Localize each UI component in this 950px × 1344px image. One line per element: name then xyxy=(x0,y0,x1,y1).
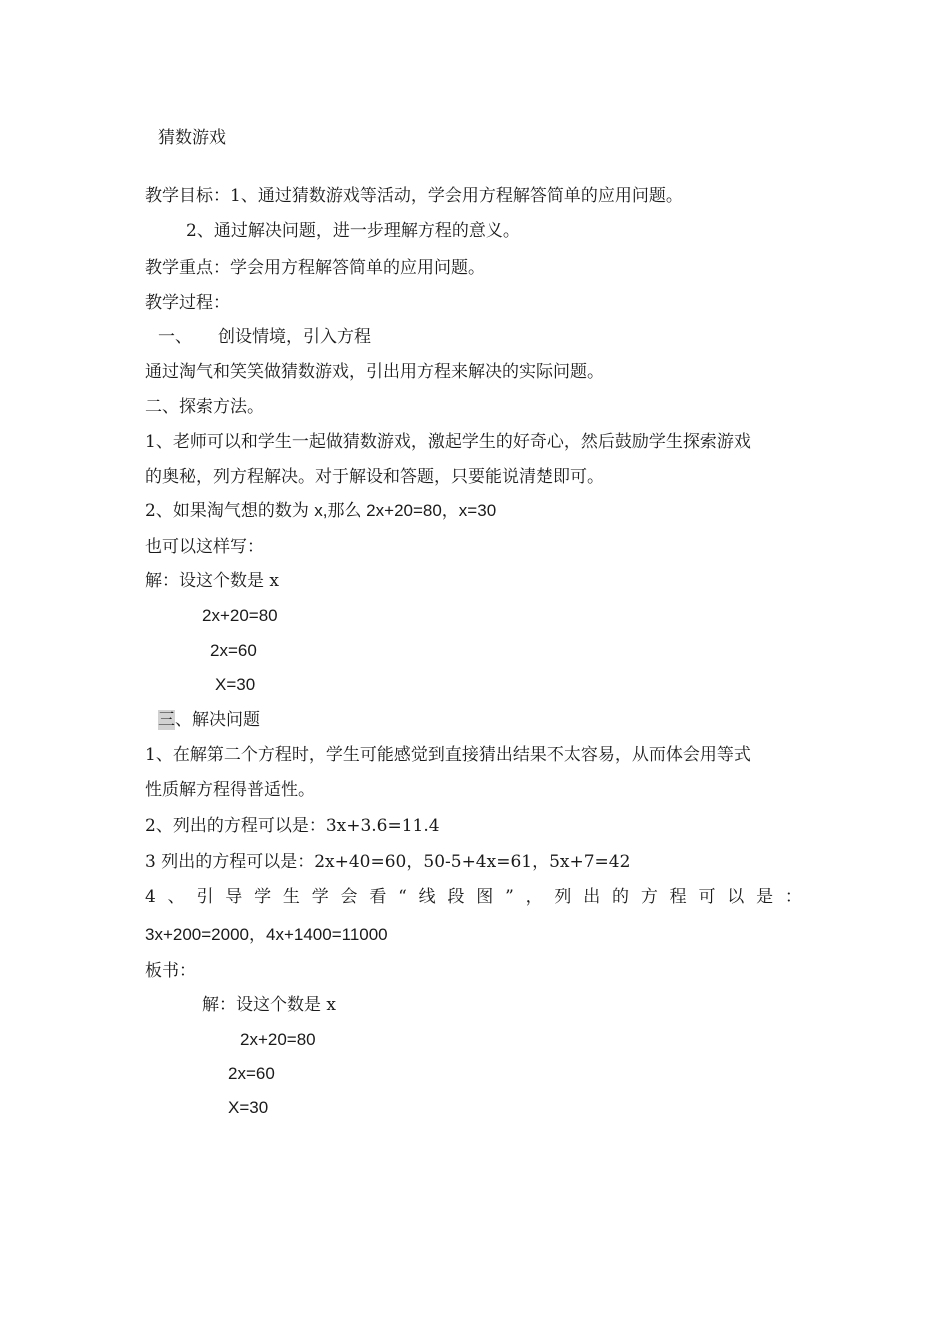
section-3-p4-char: 、 xyxy=(167,887,185,907)
board-equation-3: X=30 xyxy=(228,1098,269,1117)
section-1-title: 创设情境，引入方程 xyxy=(218,327,371,347)
section-3-p4-char: 图 xyxy=(476,887,494,907)
section-3-title: 、解决问题 xyxy=(175,710,260,730)
section-3-p4-char: 出 xyxy=(583,887,601,907)
section-3-p2: 2、列出的方程可以是：3x+3.6=11.4 xyxy=(145,816,440,836)
section-2-equation-1: 2x+20=80 xyxy=(202,606,278,625)
section-3-p3: 3 列出的方程可以是：2x+40=60，50-5+4x=61，5x+7=42 xyxy=(145,852,631,872)
section-3-p4-char: 导 xyxy=(225,887,243,907)
section-3-p1-line2: 性质解方程得普适性。 xyxy=(145,780,315,800)
objectives-line-1 xyxy=(145,184,683,208)
section-2-p1-line1: 1、老师可以和学生一起做猜数游戏，激起学生的好奇心，然后鼓励学生探索游戏 xyxy=(145,432,751,452)
objective-2: 2、通过解决问题，进一步理解方程的意义。 xyxy=(186,221,520,241)
board-label: 板书： xyxy=(145,961,196,981)
section-3-p4-char: 会 xyxy=(340,887,358,907)
section-3-number: 三 xyxy=(158,710,175,730)
process-label: 教学过程： xyxy=(145,293,230,313)
section-3-p4-char: 以 xyxy=(727,887,745,907)
section-1-heading xyxy=(158,325,371,349)
section-3-heading xyxy=(158,708,260,732)
objectives-label: 教学目标： xyxy=(145,186,230,206)
section-3-p4-char: 学 xyxy=(254,887,272,907)
section-3-p4-char: 是 xyxy=(756,887,774,907)
section-3-p4-char: 列 xyxy=(554,887,572,907)
section-3-p4-char: 可 xyxy=(698,887,716,907)
section-2-heading: 二、探索方法。 xyxy=(145,397,264,417)
section-3-p4-char: 生 xyxy=(282,887,300,907)
section-2-p2-prefix: 2、如果淘气想的数为 xyxy=(145,501,315,521)
section-3-p4-char: 程 xyxy=(669,887,687,907)
section-1-body: 通过淘气和笑笑做猜数游戏，引出用方程来解决的实际问题。 xyxy=(145,362,604,382)
section-2-p2-equation: x,那么 2x+20=80，x=30 xyxy=(314,501,497,520)
section-3-p4-char: 看 xyxy=(369,887,387,907)
section-3-p4-char: 段 xyxy=(447,887,465,907)
section-3-p4-char: 学 xyxy=(311,887,329,907)
section-2-equation-3: X=30 xyxy=(215,675,256,694)
teaching-focus: 教学重点：学会用方程解答简单的应用问题。 xyxy=(145,258,485,278)
section-2-p2 xyxy=(145,499,496,523)
section-2-solve-label: 解：设这个数是 x xyxy=(145,571,279,591)
section-3-p4-char: 引 xyxy=(196,887,214,907)
doc-title: 猜数游戏 xyxy=(158,128,226,148)
section-3-p4-char: ： xyxy=(784,887,802,907)
section-2-p1-line2: 的奥秘，列方程解决。对于解设和答题，只要能说清楚即可。 xyxy=(145,467,604,487)
section-1-number: 一、 xyxy=(158,327,192,347)
section-3-p4-char: ” xyxy=(505,887,514,907)
section-3-p4-char: 方 xyxy=(640,887,658,907)
section-3-p4-line2: 3x+200=2000，4x+1400=11000 xyxy=(145,925,388,944)
board-equation-2: 2x=60 xyxy=(228,1064,275,1083)
board-solve-label: 解：设这个数是 x xyxy=(202,995,336,1015)
section-2-equation-2: 2x=60 xyxy=(210,641,257,660)
section-3-p4-char: 的 xyxy=(612,887,630,907)
section-2-alt-label: 也可以这样写： xyxy=(145,537,264,557)
section-3-p4-char: ， xyxy=(525,887,543,907)
section-3-p4-line1 xyxy=(145,885,802,909)
section-3-p4-char: “ xyxy=(398,887,407,907)
objective-1: 1、通过猜数游戏等活动，学会用方程解答简单的应用问题。 xyxy=(230,186,683,206)
section-3-p4-char: 线 xyxy=(418,887,436,907)
section-3-p4-char: 4 xyxy=(145,887,156,907)
section-3-p1-line1: 1、在解第二个方程时，学生可能感觉到直接猜出结果不太容易，从而体会用等式 xyxy=(145,745,751,765)
board-equation-1: 2x+20=80 xyxy=(240,1030,316,1049)
